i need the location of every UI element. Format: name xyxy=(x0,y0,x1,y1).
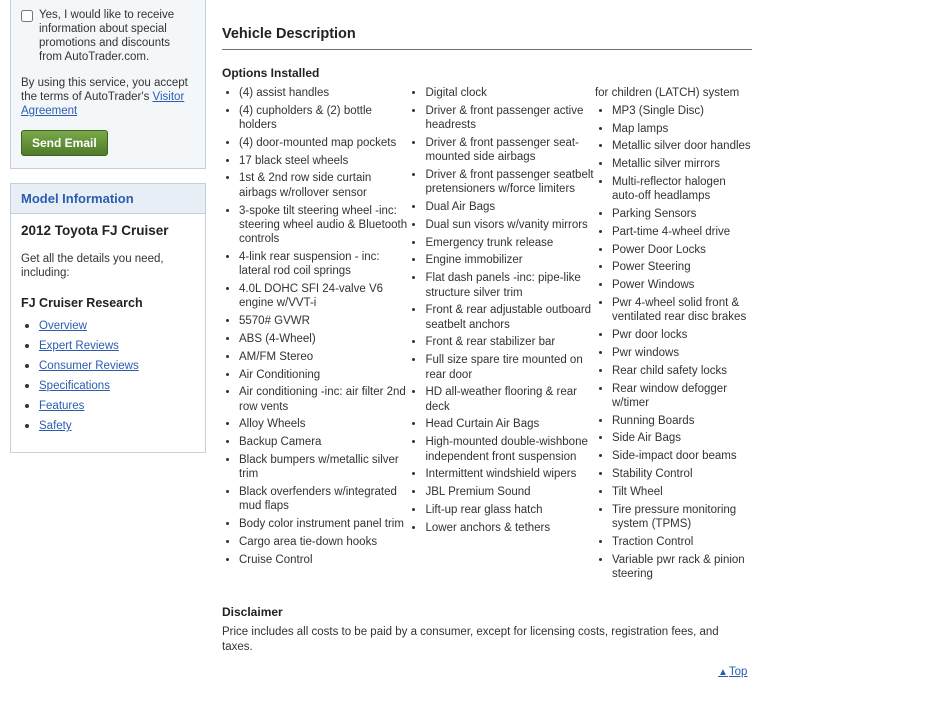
list-item: • Dual sun visors w/vanity mirrors xyxy=(425,218,594,232)
options-column-3 xyxy=(595,86,752,585)
list-item: • Driver & front passenger active headrests xyxy=(425,104,594,133)
list-item: • Black overfenders w/integrated mud flaps xyxy=(239,485,408,514)
list-item: • Front & rear stabilizer bar xyxy=(425,335,594,349)
list-item: • Variable pwr rack & pinion steering xyxy=(612,553,752,582)
list-item: • Rear child safety locks xyxy=(612,364,752,378)
list-item: • (4) assist handles xyxy=(239,86,408,100)
list-item: • Front & rear adjustable outboard seatbelt anchors xyxy=(425,303,594,332)
list-item: • (4) cupholders & (2) bottle holders xyxy=(239,104,408,133)
list-item: • Power Door Locks xyxy=(612,243,752,257)
list-item: • Metallic silver door handles xyxy=(612,139,752,153)
list-item: • Dual Air Bags xyxy=(425,200,594,214)
research-title: FJ Cruiser Research xyxy=(21,296,143,310)
list-item: • Metallic silver mirrors xyxy=(612,157,752,171)
research-link-safety[interactable]: Safety xyxy=(39,420,72,432)
options-list-3 xyxy=(595,86,752,581)
back-to-top-link[interactable] xyxy=(718,666,747,678)
list-item: • Backup Camera xyxy=(239,435,408,449)
up-arrow-icon: ▲ xyxy=(718,667,728,678)
list-item: • 4.0L DOHC SFI 24-valve V6 engine w/VVT-i xyxy=(239,282,408,311)
options-column-1 xyxy=(222,86,408,585)
list-item: • Air Conditioning xyxy=(239,368,408,382)
options-columns xyxy=(222,86,752,585)
back-to-top-label: Top xyxy=(728,666,748,678)
terms-text xyxy=(21,76,195,118)
list-item: • Lower anchors & tethers xyxy=(425,521,594,535)
list-item: • Power Windows xyxy=(612,278,752,292)
list-item: • (4) door-mounted map pockets xyxy=(239,136,408,150)
options-list-2 xyxy=(408,86,594,535)
list-item: • Stability Control xyxy=(612,467,752,481)
research-link-consumer-reviews[interactable]: Consumer Reviews xyxy=(39,360,139,372)
list-item: • Rear window defogger w/timer xyxy=(612,382,752,411)
list-item: • Black bumpers w/metallic silver trim xyxy=(239,453,408,482)
options-list-1 xyxy=(222,86,408,567)
model-information-box xyxy=(10,183,206,453)
list-item: • Tilt Wheel xyxy=(612,485,752,499)
list-item xyxy=(39,418,195,432)
list-item: • Digital clock xyxy=(425,86,594,100)
disclaimer-title: Disclaimer xyxy=(222,604,283,619)
options-installed-title: Options Installed xyxy=(222,66,320,80)
list-item: • Flat dash panels -inc: pipe-like structure silver trim xyxy=(425,271,594,300)
disclaimer-text: Price includes all costs to be paid by a consumer, except for licensing costs, registration fees, and taxes. xyxy=(222,625,719,653)
list-item: • Emergency trunk release xyxy=(425,236,594,250)
list-item: • Traction Control xyxy=(612,535,752,549)
list-item: • ABS (4-Wheel) xyxy=(239,332,408,346)
list-item-continuation: for children (LATCH) system xyxy=(594,87,740,99)
list-item: • Head Curtain Air Bags xyxy=(425,417,594,431)
list-item: • 17 black steel wheels xyxy=(239,154,408,168)
list-item: • 1st & 2nd row side curtain airbags w/rollover sensor xyxy=(239,171,408,200)
list-item: • Engine immobilizer xyxy=(425,253,594,267)
list-item: • Pwr door locks xyxy=(612,328,752,342)
list-item: • Map lamps xyxy=(612,122,752,136)
options-column-2 xyxy=(408,86,594,585)
terms-prefix: By using this service, you accept the terms of AutoTrader's xyxy=(21,77,188,103)
list-item xyxy=(39,358,195,372)
list-item: • JBL Premium Sound xyxy=(425,485,594,499)
promo-optin-row[interactable] xyxy=(21,8,195,64)
list-item: • Pwr 4-wheel solid front & ventilated rear disc brakes xyxy=(612,296,752,325)
list-item: • Running Boards xyxy=(612,414,752,428)
list-item: • Intermittent windshield wipers xyxy=(425,467,594,481)
model-blurb: Get all the details you need, including: xyxy=(21,253,164,279)
list-item: • Power Steering xyxy=(612,260,752,274)
list-item: • High-mounted double-wishbone independent front suspension xyxy=(425,435,594,464)
list-item: • Air conditioning -inc: air filter 2nd row vents xyxy=(239,385,408,414)
list-item: • Cruise Control xyxy=(239,553,408,567)
list-item: • Tire pressure monitoring system (TPMS) xyxy=(612,503,752,532)
list-item: • Alloy Wheels xyxy=(239,417,408,431)
left-sidebar xyxy=(10,0,206,453)
model-information-header: Model Information xyxy=(11,184,205,214)
list-item: • Part-time 4-wheel drive xyxy=(612,225,752,239)
research-link-features[interactable]: Features xyxy=(39,400,85,412)
list-item: • Side Air Bags xyxy=(612,431,752,445)
email-signup-box xyxy=(10,0,206,169)
list-item: • Side-impact door beams xyxy=(612,449,752,463)
visitor-agreement-link[interactable]: Visitor Agreement xyxy=(21,91,185,117)
promo-optin-label: Yes, I would like to receive information about special promotions and discounts from AutoTrader.com. xyxy=(39,9,175,63)
research-link-specifications[interactable]: Specifications xyxy=(39,380,110,392)
list-item: • Driver & front passenger seat-mounted side airbags xyxy=(425,136,594,165)
list-item xyxy=(39,338,195,352)
list-item: • 4-link rear suspension - inc: lateral rod coil springs xyxy=(239,250,408,279)
list-item: • Full size spare tire mounted on rear door xyxy=(425,353,594,382)
page-title: Vehicle Description xyxy=(222,26,752,50)
list-item: • 5570# GVWR xyxy=(239,314,408,328)
list-item: • Body color instrument panel trim xyxy=(239,517,408,531)
research-link-overview[interactable]: Overview xyxy=(39,320,87,332)
list-item: • 3-spoke tilt steering wheel -inc: steering wheel audio & Bluetooth controls xyxy=(239,204,408,247)
list-item xyxy=(39,318,195,332)
list-item: • Driver & front passenger seatbelt pretensioners w/force limiters xyxy=(425,168,594,197)
list-item: • HD all-weather flooring & rear deck xyxy=(425,385,594,414)
list-item: • Cargo area tie-down hooks xyxy=(239,535,408,549)
model-information-body xyxy=(11,214,205,452)
vehicle-title: 2012 Toyota FJ Cruiser xyxy=(21,223,169,238)
send-email-button[interactable]: Send Email xyxy=(21,130,108,156)
list-item: • AM/FM Stereo xyxy=(239,350,408,364)
list-item: • Multi-reflector halogen auto-off headlamps xyxy=(612,175,752,204)
list-item: • Lift-up rear glass hatch xyxy=(425,503,594,517)
research-link-expert-reviews[interactable]: Expert Reviews xyxy=(39,340,119,352)
list-item: • Parking Sensors xyxy=(612,207,752,221)
list-item xyxy=(39,398,195,412)
list-item: • MP3 (Single Disc) xyxy=(612,104,752,118)
research-link-list xyxy=(21,318,195,432)
list-item: • Pwr windows xyxy=(612,346,752,360)
promo-optin-checkbox[interactable] xyxy=(21,10,33,22)
list-item xyxy=(39,378,195,392)
vehicle-description-section xyxy=(222,26,752,655)
